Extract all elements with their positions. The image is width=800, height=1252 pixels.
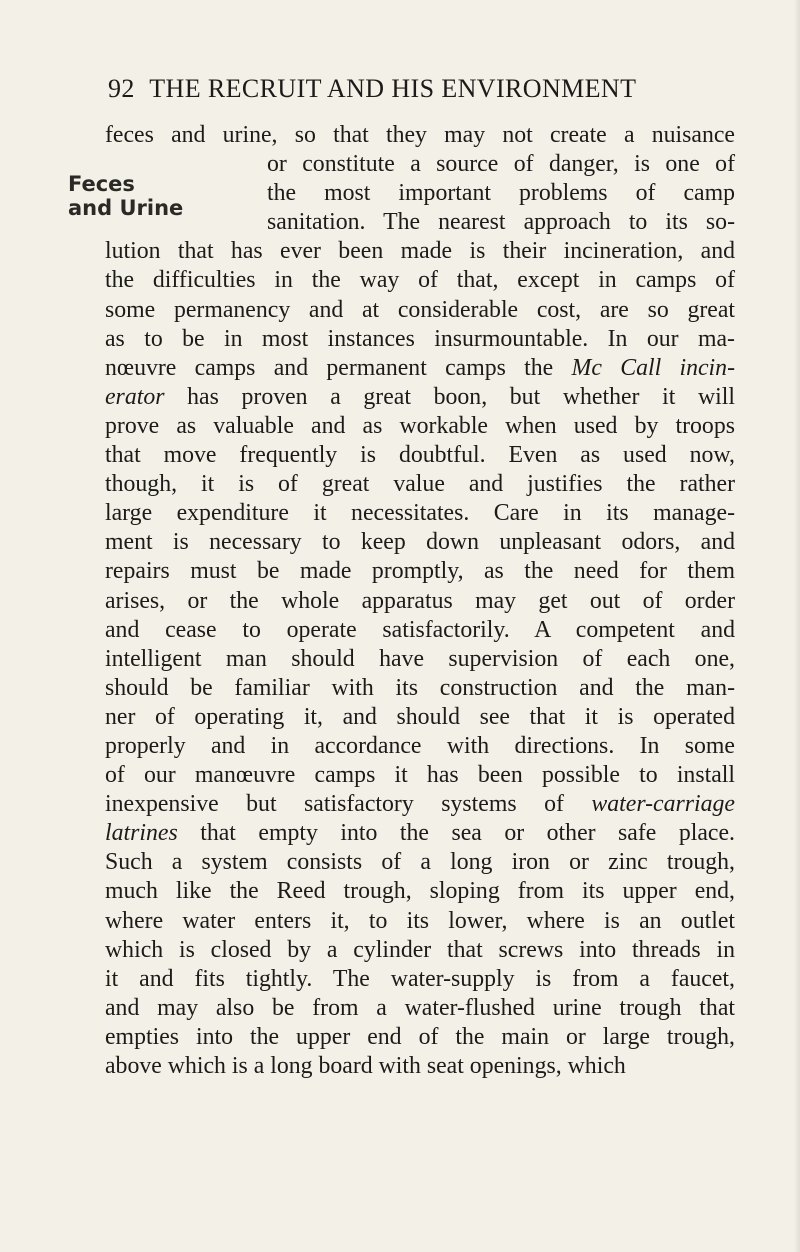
- text-line: Such a system consists of a long iron or zinc trough,: [105, 849, 735, 876]
- body-text: [105, 121, 735, 1081]
- italic-term: latrines: [105, 820, 178, 847]
- italic-term: water-carriage: [591, 791, 735, 818]
- italic-term: erator: [105, 383, 165, 410]
- page-number: 92: [108, 74, 135, 103]
- text-segment: has proven a great boon, but whether it will: [164, 383, 735, 410]
- running-title: THE RECRUIT AND HIS ENVIRONMENT: [149, 74, 637, 103]
- text-line: ment is necessary to keep down unpleasant odors, and: [105, 529, 735, 556]
- text-line: repairs must be made promptly, as the need for them: [105, 558, 735, 585]
- text-line: lution that has ever been made is their incineration, and: [105, 238, 735, 265]
- text-line: arises, or the whole apparatus may get out of order: [105, 587, 735, 614]
- text-line: ner of operating it, and should see that it is operated: [105, 703, 735, 730]
- text-line: the difficulties in the way of that, except in camps of: [105, 267, 735, 294]
- text-line: large expenditure it necessitates. Care in its manage-: [105, 500, 735, 527]
- sidenote-line: Feces: [68, 172, 135, 196]
- text-line: where water enters it, to its lower, where is an outlet: [105, 907, 735, 934]
- text-line: feces and urine, so that they may not create a nuisance: [105, 122, 735, 148]
- text-line: of our manœuvre camps it has been possible to install: [105, 762, 735, 789]
- text-line: and may also be from a water-flushed urine trough that: [105, 994, 735, 1021]
- text-line: as to be in most instances insurmountable. In our ma-: [105, 325, 735, 352]
- text-line: properly and in accordance with directions. In some: [105, 732, 735, 759]
- text-line: intelligent man should have supervision of each one,: [105, 645, 735, 672]
- text-line: which is closed by a cylinder that screws into threads in: [105, 936, 735, 963]
- text-line: it and fits tightly. The water-supply is from a faucet,: [105, 965, 735, 992]
- text-line: or constitute a source of danger, is one of: [267, 151, 735, 178]
- text-line: [105, 383, 735, 412]
- text-line: above which is a long board with seat openings, which: [105, 1053, 626, 1079]
- text-line: should be familiar with its construction and the man-: [105, 674, 735, 701]
- text-line: and cease to operate satisfactorily. A competent and: [105, 616, 735, 643]
- text-line: [105, 790, 735, 819]
- text-segment: that empty into the sea or other safe place.: [177, 820, 735, 847]
- text-line: much like the Reed trough, sloping from its upper end,: [105, 878, 735, 905]
- page-edge-shadow: [794, 0, 800, 1252]
- running-header: [108, 74, 708, 104]
- text-line: some permanency and at considerable cost, are so great: [105, 296, 735, 323]
- italic-term: Mc Call incin-: [571, 354, 735, 381]
- text-line: the most important problems of camp: [267, 180, 735, 207]
- text-line: though, it is of great value and justifies the rather: [105, 471, 735, 498]
- text-line: [105, 354, 735, 383]
- text-segment: inexpensive but satisfactory systems of: [105, 791, 592, 818]
- text-line: [105, 819, 735, 848]
- text-line: sanitation. The nearest approach to its so-: [267, 209, 735, 236]
- sidenote-line: and Urine: [68, 196, 184, 220]
- text-line: that move frequently is doubtful. Even as used now,: [105, 442, 735, 469]
- text-segment: nœuvre camps and permanent camps the: [105, 354, 572, 381]
- text-line: empties into the upper end of the main or large trough,: [105, 1023, 735, 1050]
- text-line: prove as valuable and as workable when used by troops: [105, 412, 735, 439]
